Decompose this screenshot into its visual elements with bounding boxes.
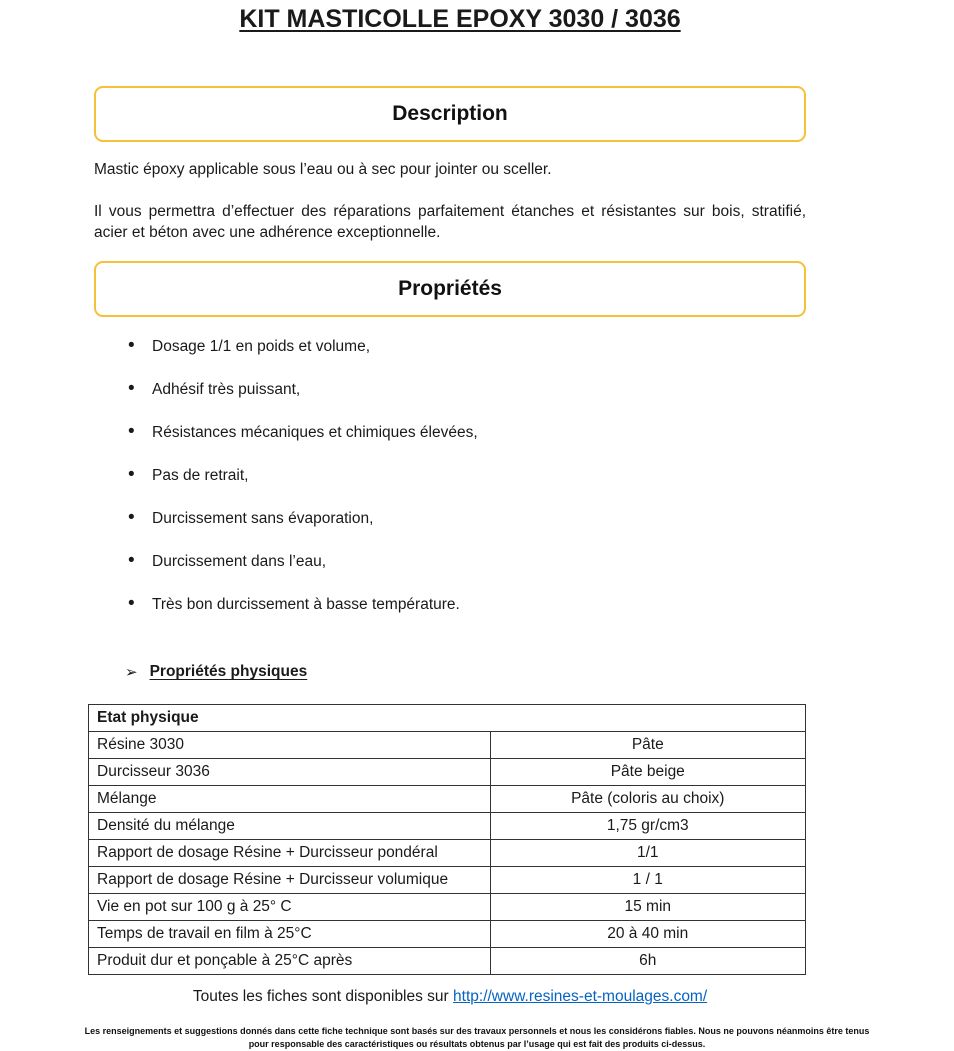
website-link[interactable]: http://www.resines-et-moulages.com/ (453, 988, 708, 1005)
table-row (89, 948, 806, 975)
property-bullet-item: • Durcissement dans l’eau, (128, 552, 806, 572)
description-heading: Description (392, 102, 508, 125)
physical-properties-table (88, 704, 806, 975)
arrow-bullet-icon: ➢ (125, 664, 138, 681)
table-row (89, 732, 806, 759)
property-name-cell: Vie en pot sur 100 g à 25° C (89, 894, 491, 921)
table-row (89, 867, 806, 894)
property-bullet-item: • Résistances mécaniques et chimiques élevées, (128, 423, 806, 443)
property-value-cell: 1/1 (490, 840, 805, 867)
disclaimer-line-1: Les renseignements et suggestions donnés dans cette fiche technique sont basés sur des travaux personnels et nous les considérons fiables. Nous ne pouvons néanmoins être tenus (84, 1026, 870, 1036)
property-bullet-item: • Adhésif très puissant, (128, 380, 806, 400)
property-value-cell: Pâte (490, 732, 805, 759)
property-name-cell: Rapport de dosage Résine + Durcisseur pondéral (89, 840, 491, 867)
table-row (89, 840, 806, 867)
property-bullet-item: • Très bon durcissement à basse température. (128, 595, 806, 615)
table-row (89, 759, 806, 786)
property-value-cell: Pâte beige (490, 759, 805, 786)
property-value-cell: 1 / 1 (490, 867, 805, 894)
property-value-cell: Pâte (coloris au choix) (490, 786, 805, 813)
page-title-text: KIT MASTICOLLE EPOXY 3030 / 3036 (239, 5, 681, 33)
properties-bullet-list (94, 337, 806, 615)
page-title (0, 0, 920, 38)
table-row (89, 894, 806, 921)
property-value-cell: 6h (490, 948, 805, 975)
description-paragraph-2: Il vous permettra d’effectuer des réparations parfaitement étanches et résistantes sur bois, stratifié, acier et béton avec une adhérence exceptionnelle. (94, 203, 806, 241)
property-name-cell: Durcisseur 3036 (89, 759, 491, 786)
property-value-cell: 1,75 gr/cm3 (490, 813, 805, 840)
table-row (89, 813, 806, 840)
document-body (94, 86, 806, 1007)
table-header-row (89, 705, 806, 732)
disclaimer-line-2: pour responsable des caractéristiques ou résultats obtenus par l’usage qui est fait des produits ci-dessus. (248, 1039, 706, 1049)
property-name-cell: Résine 3030 (89, 732, 491, 759)
physical-properties-table-body (89, 705, 806, 975)
availability-line (94, 987, 806, 1007)
physical-properties-heading (125, 663, 806, 681)
properties-section-box (94, 261, 806, 317)
property-bullet-item: • Durcissement sans évaporation, (128, 509, 806, 529)
description-section-box (94, 86, 806, 142)
property-bullet-item: • Dosage 1/1 en poids et volume, (128, 337, 806, 357)
table-header-cell: Etat physique (89, 705, 806, 732)
property-name-cell: Rapport de dosage Résine + Durcisseur volumique (89, 867, 491, 894)
property-name-cell: Mélange (89, 786, 491, 813)
property-bullet-item: • Pas de retrait, (128, 466, 806, 486)
table-row (89, 921, 806, 948)
availability-text: Toutes les fiches sont disponibles sur (192, 988, 449, 1005)
properties-heading: Propriétés (398, 277, 502, 300)
property-name-cell: Produit dur et ponçable à 25°C après (89, 948, 491, 975)
property-name-cell: Temps de travail en film à 25°C (89, 921, 491, 948)
property-value-cell: 15 min (490, 894, 805, 921)
property-value-cell: 20 à 40 min (490, 921, 805, 948)
physical-properties-heading-label: Propriétés physiques (149, 663, 308, 680)
table-row (89, 786, 806, 813)
description-paragraph-1: Mastic époxy applicable sous l’eau ou à sec pour jointer ou sceller. (94, 161, 552, 178)
disclaimer (0, 1025, 954, 1051)
property-name-cell: Densité du mélange (89, 813, 491, 840)
